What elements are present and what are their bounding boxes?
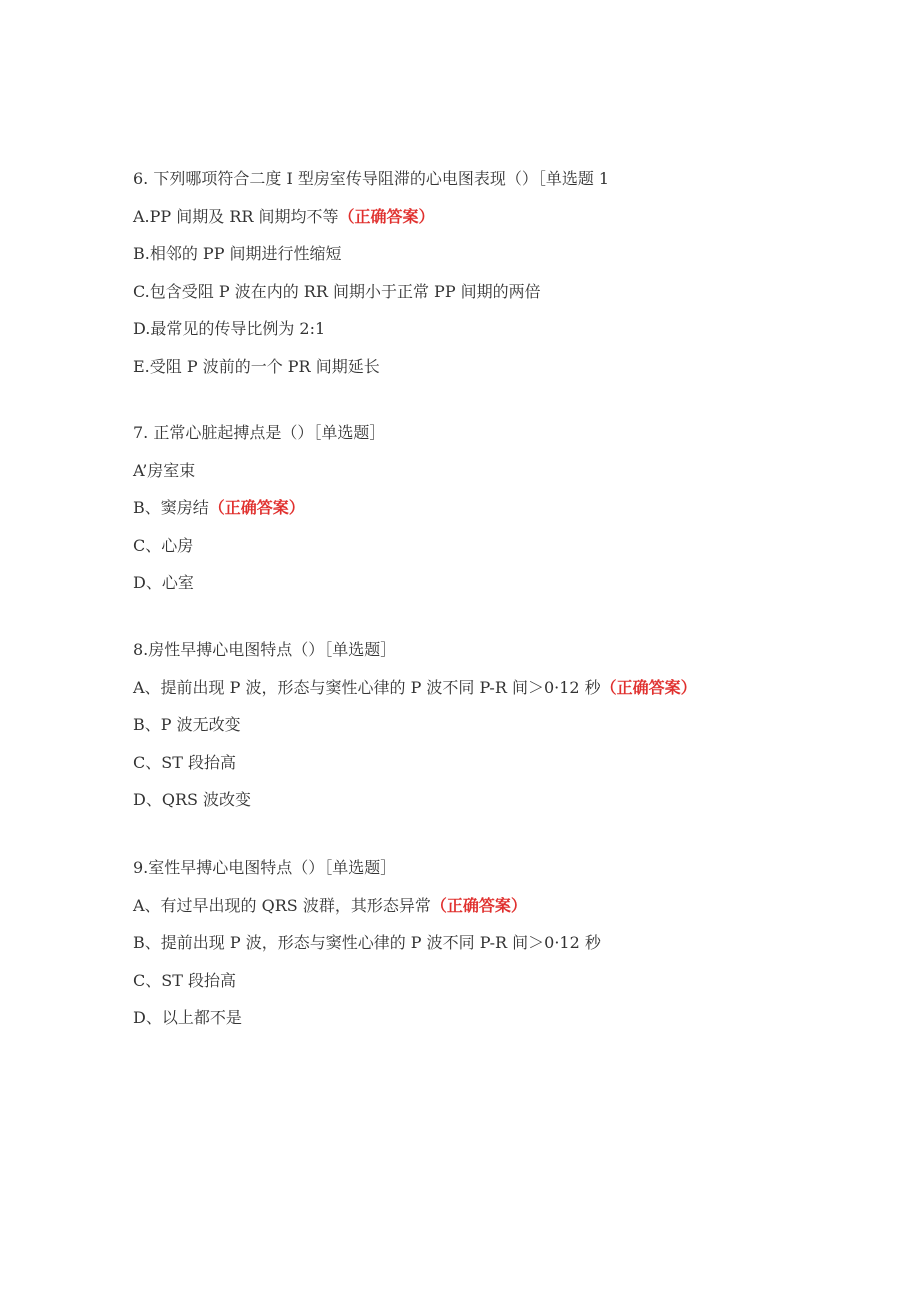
correct-answer-mark: （正确答案） [208, 498, 305, 517]
option-d [133, 1008, 873, 1028]
option-c [133, 753, 873, 773]
option-text: D、以上都不是 [133, 1008, 242, 1027]
option-e [133, 357, 873, 377]
question-title: 6. 下列哪项符合二度 I 型房室传导阻滞的心电图表现（）［单选题 1 [133, 169, 610, 188]
option-b [133, 933, 873, 953]
option-text: A.PP 间期及 RR 间期均不等 [133, 206, 339, 226]
option-c [133, 971, 873, 991]
option-text: C、ST 段抬高 [133, 752, 236, 772]
option-a [133, 461, 873, 481]
question-title: 9.室性早搏心电图特点（）［单选题］ [133, 858, 397, 877]
correct-answer-mark: （正确答案） [338, 206, 435, 226]
question-title: 8.房性早搏心电图特点（）［单选题］ [133, 640, 397, 659]
question-7 [133, 423, 873, 593]
option-b [133, 498, 873, 518]
option-c [133, 536, 873, 556]
correct-answer-mark: （正确答案） [600, 677, 697, 697]
option-d [133, 573, 873, 593]
option-b [133, 244, 873, 264]
option-text: A、提前出现 P 波，形态与窦性心律的 P 波不同 P-R 间＞0·12 秒 [133, 677, 601, 697]
question-title: 7. 正常心脏起搏点是（）［单选题］ [133, 423, 386, 442]
option-text: C、心房 [133, 535, 194, 555]
question-8 [133, 640, 873, 810]
question-6 [133, 169, 873, 377]
option-text: B、提前出现 P 波，形态与窦性心律的 P 波不同 P-R 间＞0·12 秒 [133, 933, 601, 952]
option-c [133, 282, 873, 302]
option-text: D.最常见的传导比例为 2:1 [133, 319, 326, 338]
option-text: B、窦房结 [133, 498, 209, 517]
option-text: C.包含受阻 P 波在内的 RR 间期小于正常 PP 间期的两倍 [133, 281, 541, 301]
option-a [133, 896, 873, 916]
option-a [133, 207, 873, 227]
option-b [133, 715, 873, 735]
option-text: E.受阻 P 波前的一个 PR 间期延长 [133, 356, 380, 376]
option-text: C、ST 段抬高 [133, 970, 236, 990]
option-text: B.相邻的 PP 间期进行性缩短 [133, 244, 342, 263]
option-text: D、QRS 波改变 [133, 790, 252, 809]
option-text: A、有过早出现的 QRS 波群，其形态异常 [133, 895, 431, 915]
option-d [133, 319, 873, 339]
option-d [133, 790, 873, 810]
option-text: A’房室束 [133, 460, 196, 480]
correct-answer-mark: （正确答案） [430, 895, 527, 915]
option-text: B、P 波无改变 [133, 715, 241, 734]
question-9 [133, 858, 873, 1028]
option-text: D、心室 [133, 573, 194, 592]
option-a [133, 678, 873, 698]
